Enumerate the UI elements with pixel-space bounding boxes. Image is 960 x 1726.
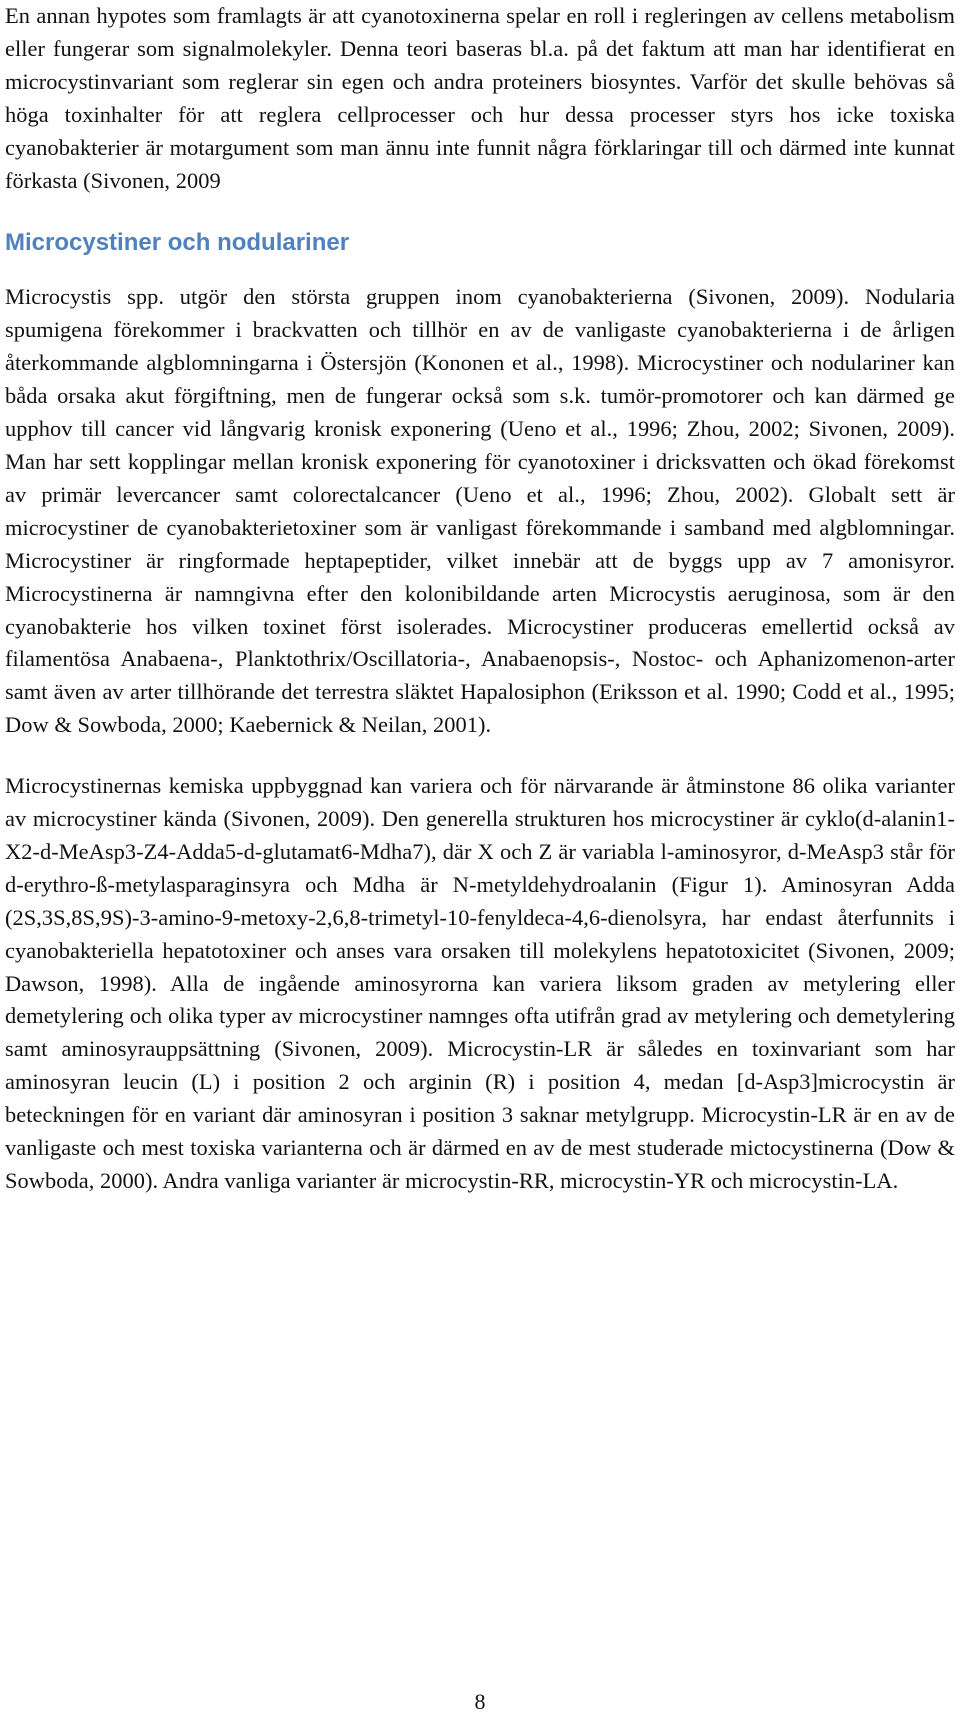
page-number: 8 xyxy=(474,1689,486,1714)
document-page xyxy=(5,0,955,1198)
section-heading: Microcystiner och nodulariner xyxy=(5,229,350,257)
intro-paragraph: En annan hypotes som framlagts är att cyanotoxinerna spelar en roll i regleringen av cellens metabolism eller fungerar som signalmolekyler. Denna teori baseras bl.a. på det faktum att man har identifierat en microcystinvariant som reglerar sin egen och andra proteiners biosyntes. Varför det skulle behövas så höga toxinhalter för att reglera cellprocesser och hur dessa processer styrs hos icke toxiska cyanobakterier är motargument som man ännu inte funnit några förklaringar till och därmed inte kunnat förkasta (Sivonen, 2009 xyxy=(5,3,955,193)
body-paragraph-2: Microcystinernas kemiska uppbyggnad kan variera och för närvarande är åtminstone 86 olika varianter av microcystiner kända (Sivonen, 2009). Den generella strukturen hos microcystiner är cyklo(d-alanin1-X2-d-MeAsp3-Z4-Adda5-d-glutamat6-Mdha7), där X och Z är variabla l-aminosyror, d-MeAsp3 står för d-erythro-ß-metylasparaginsyra och Mdha är N-metyldehydroalanin (Figur 1). Aminosyran Adda (2S,3S,8S,9S)-3-amino-9-metoxy-2,6,8-trimetyl-10-fenyldeca-4,6-dienolsyra, har endast återfunnits i cyanobakteriella hepatotoxiner och anses vara orsaken till molekylens hepatotoxicitet (Sivonen, 2009; Dawson, 1998). Alla de ingående aminosyrorna kan variera liksom graden av metylering eller demetylering och olika typer av microcystiner namnges ofta utifrån grad av metylering och demetylering samt aminosyrauppsättning (Sivonen, 2009). Microcystin-LR är således en toxinvariant som har aminosyran leucin (L) i position 2 och arginin (R) i position 4, medan [d-Asp3]microcystin är beteckningen för en variant där aminosyran i position 3 saknar metylgrupp. Microcystin-LR är en av de vanligaste och mest toxiska varianterna och är därmed en av de mest studerade mictocystinerna (Dow & Sowboda, 2000). Andra vanliga varianter är microcystin-RR, microcystin-YR och microcystin-LA. xyxy=(5,773,955,1193)
body-paragraph-1: Microcystis spp. utgör den största gruppen inom cyanobakterierna (Sivonen, 2009). Nodularia spumigena förekommer i brackvatten och tillhör en av de vanligaste cyanobakterierna i de årligen återkommande algblomningarna i Östersjön (Kononen et al., 1998). Microcystiner och nodulariner kan båda orsaka akut förgiftning, men de fungerar också som s.k. tumör-promotorer och kan därmed ge upphov till cancer vid långvarig kronisk exponering (Ueno et al., 1996; Zhou, 2002; Sivonen, 2009). Man har sett kopplingar mellan kronisk exponering för cyanotoxiner i dricksvatten och ökad förekomst av primär levercancer samt colorectalcancer (Ueno et al., 1996; Zhou, 2002). Globalt sett är microcystiner de cyanobakterietoxiner som är vanligast förekommande i samband med algblomningar. Microcystiner är ringformade heptapeptider, vilket innebär att de byggs upp av 7 amonisyror. Microcystinerna är namngivna efter den kolonibildande arten Microcystis aeruginosa, som är den cyanobakterie hos vilken toxinet först isolerades. Microcystiner produceras emellertid också av filamentösa Anabaena-, Planktothrix/Oscillatoria-, Anabaenopsis-, Nostoc- och Aphanizomenon-arter samt även av arter tillhörande det terrestra släktet Hapalosiphon (Eriksson et al. 1990; Codd et al., 1995; Dow & Sowboda, 2000; Kaebernick & Neilan, 2001). xyxy=(5,284,955,738)
